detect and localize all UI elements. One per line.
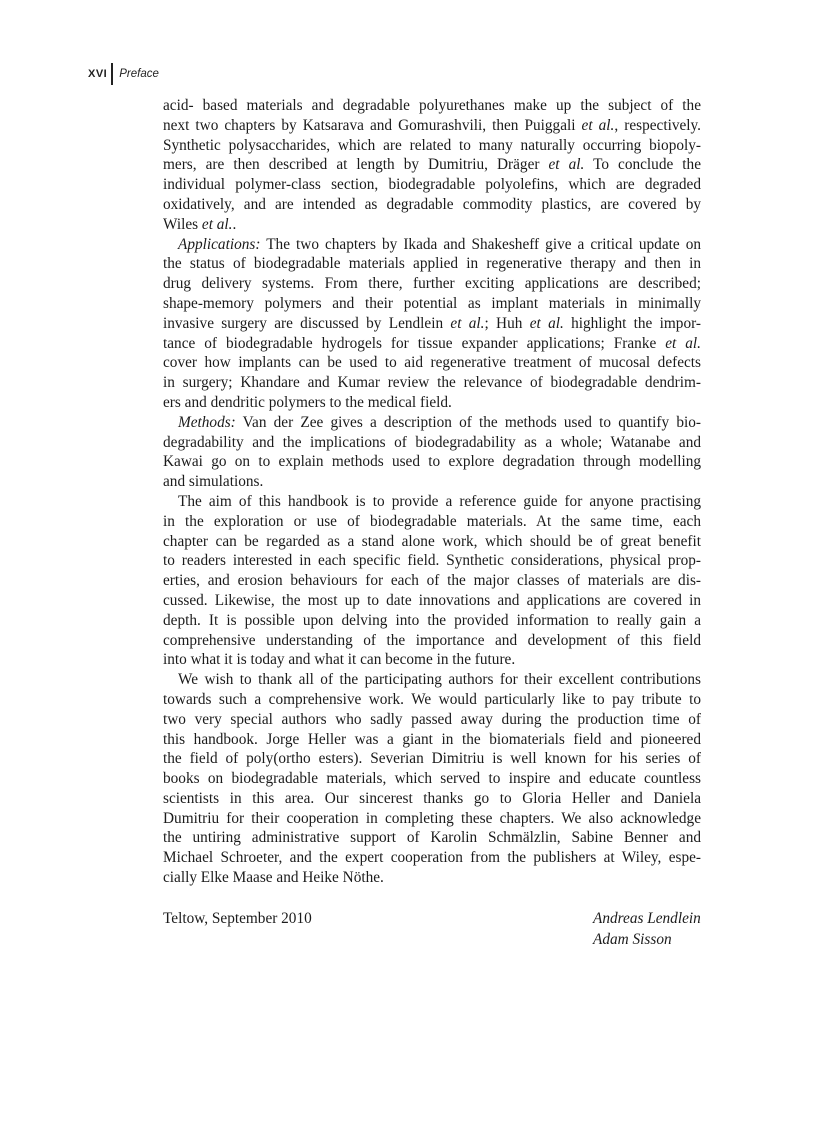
text-segment: depth. It is possible upon delving into the provided information to really gain a [163,611,701,629]
text-line [163,631,701,651]
italic-text: et al. [529,314,564,332]
text-segment: acid- based materials and degradable polyurethanes make up the subject of the [163,97,701,114]
text-line [163,155,701,175]
text-segment: two very special authors who sadly passed away during the production time of [163,710,701,728]
text-segment: comprehensive understanding of the importance and development of this field [163,631,701,649]
text-segment: The two chapters by Ikada and Shakesheff give a critical update on [260,235,701,253]
text-line [163,868,701,888]
text-segment: towards such a comprehensive work. We would particularly like to pay tribute to [163,690,701,708]
text-line [163,492,701,512]
text-segment: the field of poly(ortho esters). Severian Dimitriu is well known for his series of [163,750,701,768]
text-segment: Wiles [163,215,202,233]
text-segment: invasive surgery are discussed by Lendlein [163,314,451,332]
text-segment: chapter can be regarded as a stand alone work, which should be of great benefit [163,532,701,550]
italic-text: Methods: [178,413,236,431]
text-segment: and simulations. [163,473,264,491]
header-rule [111,63,113,85]
text-line [163,175,701,195]
text-line [163,116,701,136]
text-line [163,413,701,433]
text-segment: Dumitriu for their cooperation in completing these chapters. We also acknowledge [163,809,701,827]
text-line [163,532,701,552]
italic-text: et al. [665,334,701,352]
text-segment: the untiring administrative support of Karolin Schmälzlin, Sabine Benner and [163,829,701,847]
text-line [163,314,701,334]
text-line [163,611,701,631]
text-line [163,848,701,868]
running-title: Preface [119,68,159,80]
text-line [163,274,701,294]
text-line [163,828,701,848]
text-segment: ers and dendritic polymers to the medical field. [163,393,452,411]
text-segment: next two chapters by Katsarava and Gomurashvili, then Puiggali [163,116,582,134]
text-line [163,136,701,156]
text-line [163,710,701,730]
text-segment: . [232,215,237,233]
text-segment: erties, and erosion behaviours for each of the major classes of materials are dis- [163,572,701,590]
text-segment: degradability and the implications of biodegradability as a whole; Watanabe and [163,433,701,451]
italic-text: et al. [581,116,615,134]
signature-place-date: Teltow, September 2010 [163,910,312,927]
text-segment: We wish to thank all of the participating authors for their excellent contributions [178,671,701,689]
text-line [163,433,701,453]
text-segment: in surgery; Khandare and Kumar review the relevance of biodegradable dendrim- [163,374,701,392]
text-segment: oxidatively, and are intended as degradable commodity plastics, are covered by [163,195,701,213]
text-segment: in the exploration or use of biodegradable materials. At the same time, each [163,512,701,530]
text-line [163,96,701,116]
text-segment: mers, are then described at length by Dumitriu, Dräger [163,156,549,174]
text-line [163,769,701,789]
author-name: Andreas Lendlein [593,910,701,927]
italic-text: et al. [548,156,585,174]
text-segment: , respectively. [614,116,701,134]
text-segment: shape-memory polymers and their potential as implant materials in minimally [163,294,701,312]
text-line [163,789,701,809]
text-line [163,571,701,591]
text-segment: this handbook. Jorge Heller was a giant in the biomaterials field and pioneered [163,730,701,748]
text-segment: to readers interested in each specific field. Synthetic considerations, physical prop- [163,552,701,570]
text-segment: Kawai go on to explain methods used to explore degradation through modelling [163,453,701,471]
text-segment: highlight the impor- [563,314,701,332]
text-line [163,591,701,611]
text-line [163,690,701,710]
text-segment: individual polymer-class section, biodegradable polyolefins, which are degraded [163,176,701,194]
text-line [163,254,701,274]
text-line [163,235,701,255]
page-number: XVI [88,68,108,80]
text-segment: The aim of this handbook is to provide a reference guide for anyone practising [178,492,701,510]
text-segment: into what it is today and what it can become in the future. [163,651,516,669]
text-segment: ; Huh [484,314,530,332]
text-line [163,730,701,750]
text-segment: Synthetic polysaccharides, which are related to many naturally occurring biopoly- [163,136,701,154]
text-line [163,452,701,472]
preface-body-text [163,96,701,888]
page-header [88,63,159,85]
italic-text: et al. [450,314,485,332]
text-segment: the status of biodegradable materials applied in regenerative therapy and then in [163,255,701,273]
italic-text: et al. [201,215,233,233]
text-segment: tance of biodegradable hydrogels for tissue expander applications; Franke [163,334,666,352]
text-line [163,809,701,829]
text-line [163,373,701,393]
text-segment: cussed. Likewise, the most up to date innovations and applications are covered in [163,591,701,609]
text-line [163,749,701,769]
text-segment: Van der Zee gives a description of the methods used to quantify bio- [235,413,701,431]
signature-names [593,908,701,950]
text-segment: Michael Schroeter, and the expert cooperation from the publishers at Wiley, espe- [163,849,701,867]
text-segment: cover how implants can be used to aid regenerative treatment of mucosal defects [163,354,701,372]
text-segment: To conclude the [584,156,701,174]
italic-text: Applications: [178,235,261,253]
text-segment: drug delivery systems. From there, further exciting applications are described; [163,275,701,293]
text-line [163,393,701,413]
text-segment: books on biodegradable materials, which served to inspire and educate countless [163,770,701,788]
author-name: Adam Sisson [593,931,672,948]
text-line [163,195,701,215]
text-line [163,670,701,690]
text-line [163,353,701,373]
text-line [163,215,701,235]
text-line [163,512,701,532]
text-line [163,650,701,670]
text-line [163,472,701,492]
text-line [163,334,701,354]
text-line [163,551,701,571]
text-segment: scientists in this area. Our sincerest thanks go to Gloria Heller and Daniela [163,789,701,807]
text-line [163,294,701,314]
text-segment: cially Elke Maase and Heike Nöthe. [163,869,384,887]
